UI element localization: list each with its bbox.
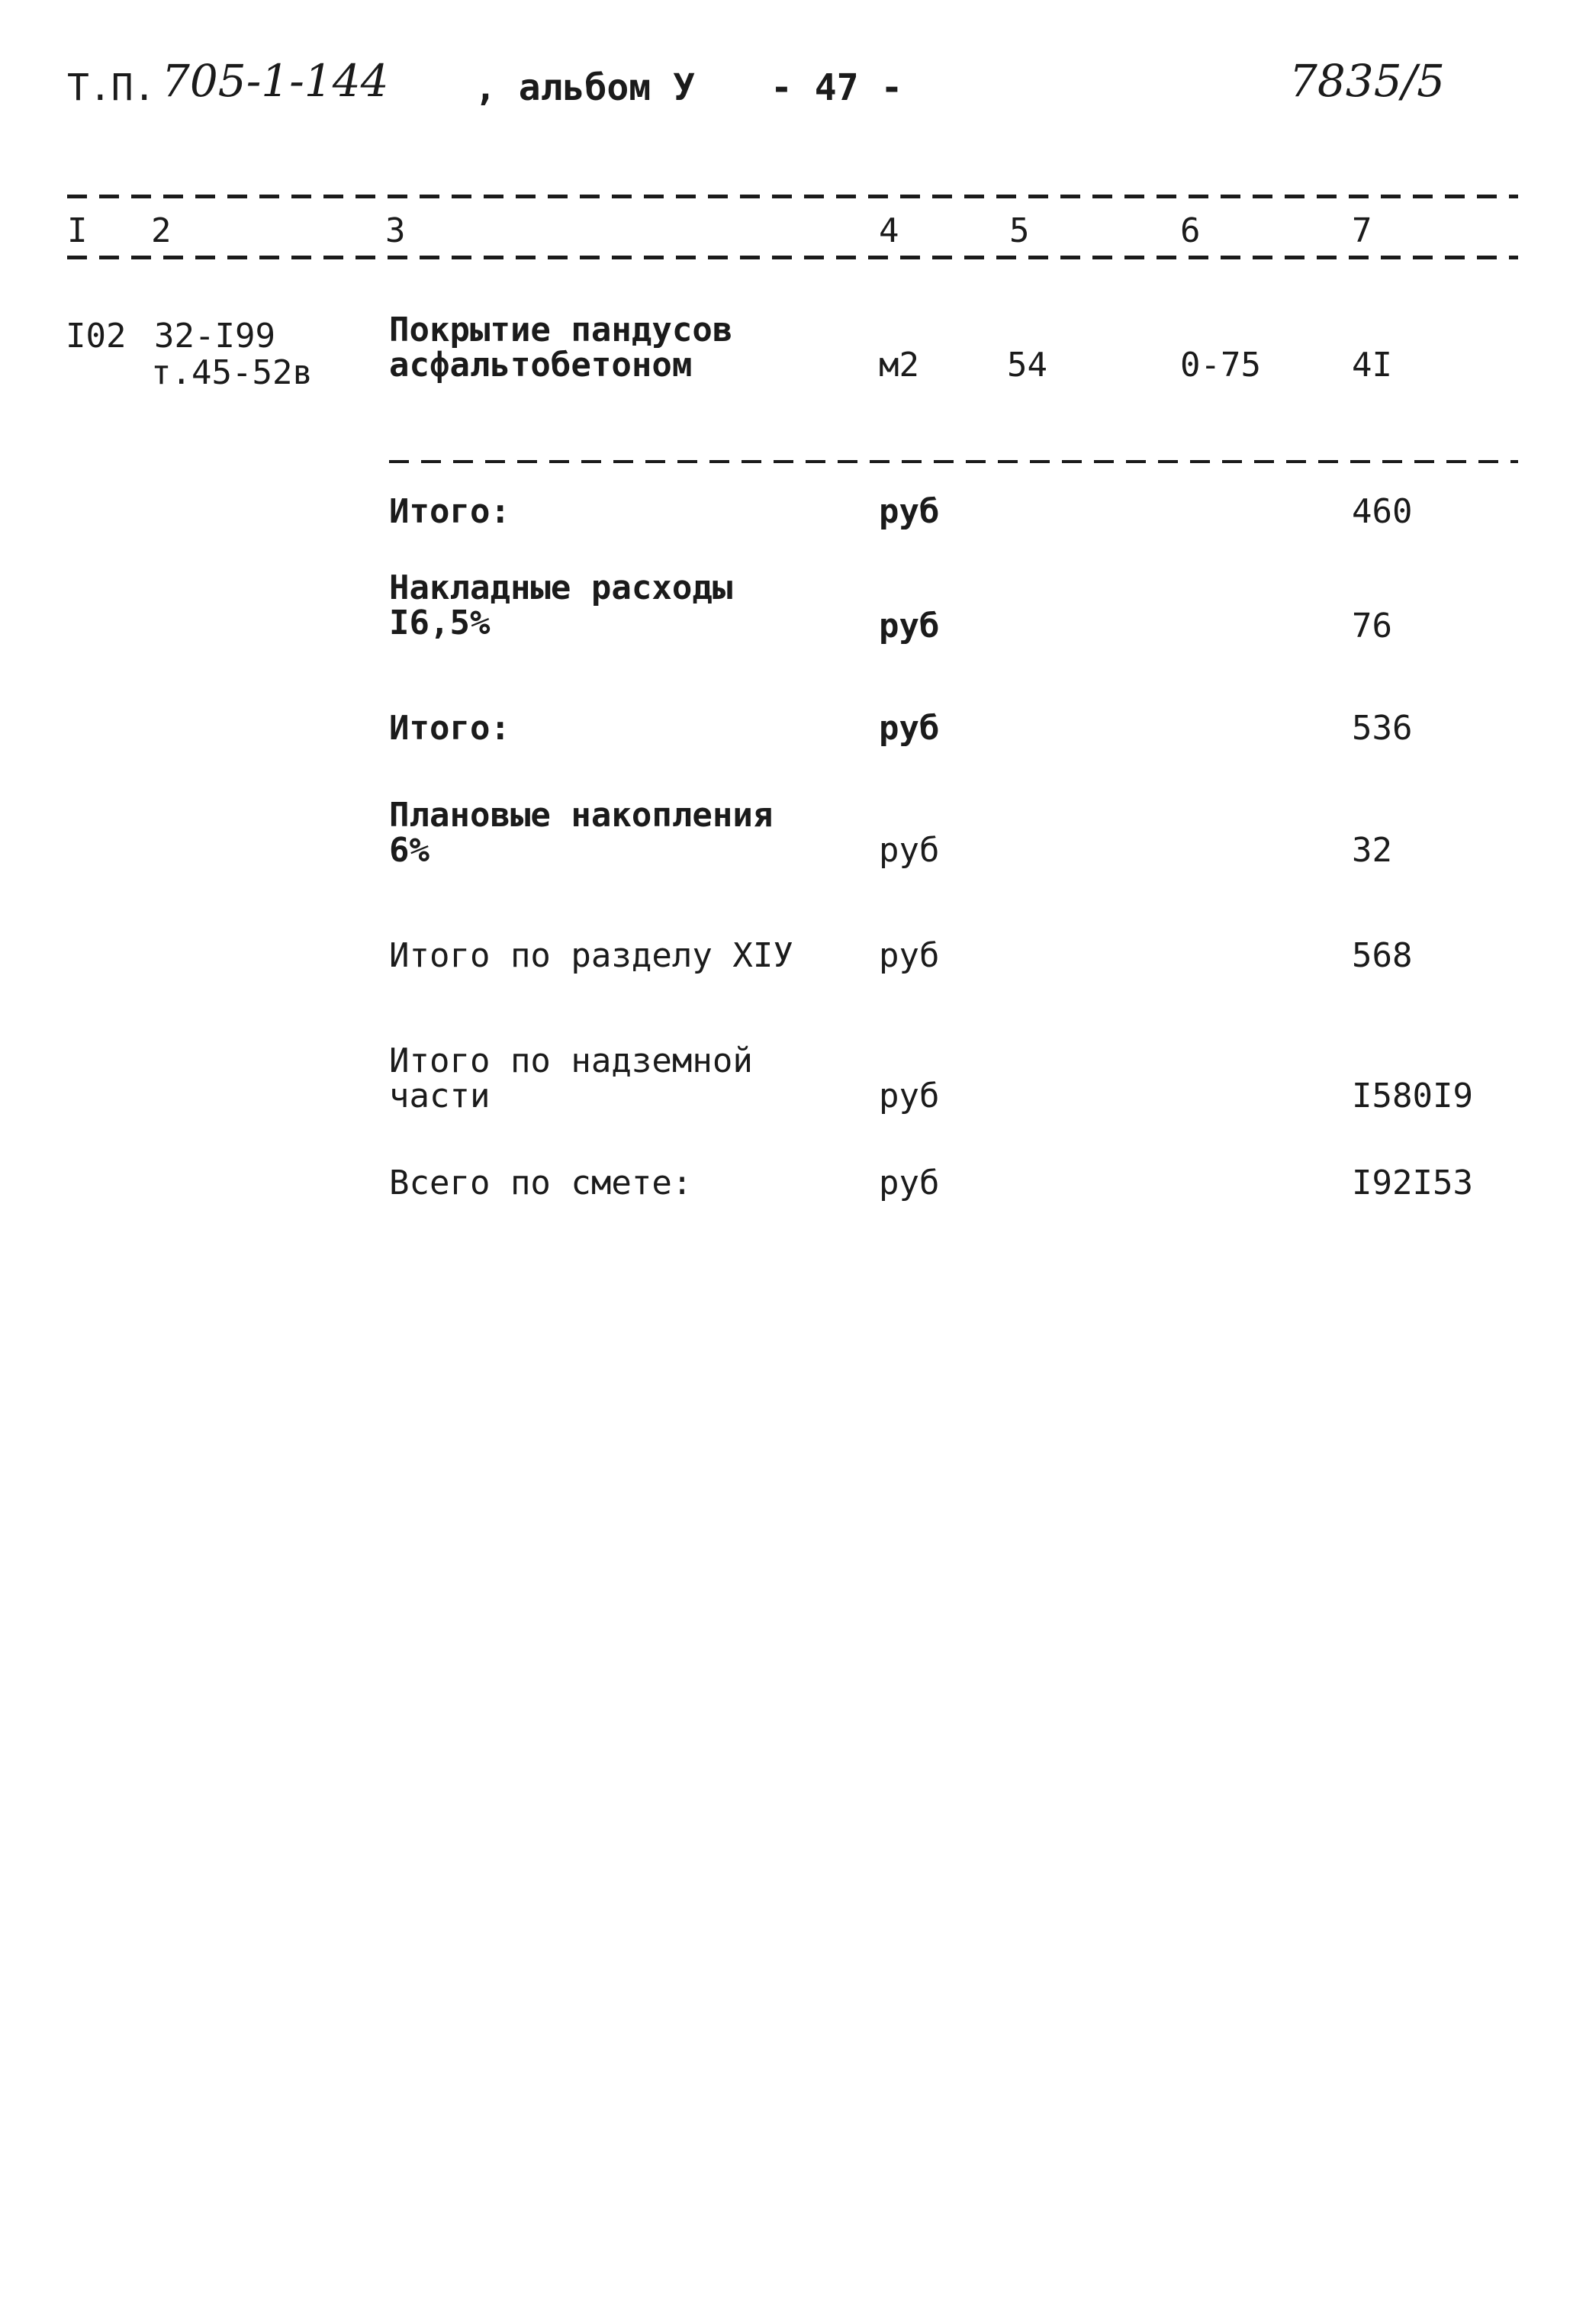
album-label: , альбом У xyxy=(475,66,695,109)
summary-label: Накладные расходы xyxy=(389,568,733,607)
row-number: I02 xyxy=(66,317,127,356)
summary-label: Плановые накопления xyxy=(389,796,774,835)
project-code: 705-1-144 xyxy=(162,55,389,107)
summary-unit: руб xyxy=(879,936,940,975)
column-2-label: 2 xyxy=(151,211,172,250)
doc-prefix: Т.П. xyxy=(67,66,156,109)
header-top-rule xyxy=(67,195,1518,198)
summary-label-line2: 6% xyxy=(389,831,429,870)
summary-value: 32 xyxy=(1352,831,1392,870)
row-ref-line2: т.45-52в xyxy=(151,353,313,392)
summary-label: Итого по надземной xyxy=(389,1041,753,1080)
summary-rule xyxy=(389,460,1518,463)
summary-value: I92I53 xyxy=(1352,1164,1473,1202)
column-6-label: 6 xyxy=(1180,211,1201,250)
summary-unit: руб xyxy=(879,1164,940,1202)
column-5-label: 5 xyxy=(1009,211,1030,250)
row-unit-price: 0-75 xyxy=(1180,346,1261,385)
summary-value: I580I9 xyxy=(1352,1077,1473,1115)
summary-unit: руб xyxy=(879,1077,940,1115)
column-4-label: 4 xyxy=(879,211,899,250)
summary-value: 76 xyxy=(1352,607,1392,645)
column-7-label: 7 xyxy=(1352,211,1372,250)
summary-unit: руб xyxy=(879,831,940,870)
summary-label: Итого: xyxy=(389,492,510,531)
summary-label: Итого по разделу XIУ xyxy=(389,936,793,975)
page-number: - 47 - xyxy=(770,66,903,109)
summary-unit: руб xyxy=(879,709,940,748)
header-bottom-rule xyxy=(67,256,1518,259)
summary-label: Итого: xyxy=(389,709,510,748)
column-1-label: I xyxy=(67,211,88,250)
row-unit: м2 xyxy=(879,346,919,385)
row-description-line2: асфальтобетоном xyxy=(389,346,693,385)
summary-value: 536 xyxy=(1352,709,1413,748)
column-3-label: 3 xyxy=(385,211,406,250)
summary-label-line2: части xyxy=(389,1077,491,1115)
row-quantity: 54 xyxy=(1007,346,1047,385)
summary-unit: руб xyxy=(879,492,940,531)
row-ref-line1: 32-I99 xyxy=(154,317,275,356)
summary-label: Всего по смете: xyxy=(389,1164,693,1202)
row-description-line1: Покрытие пандусов xyxy=(389,311,733,349)
summary-value: 460 xyxy=(1352,492,1413,531)
summary-label-line2: I6,5% xyxy=(389,604,491,642)
archive-number: 7835/5 xyxy=(1289,55,1446,107)
summary-unit: руб xyxy=(879,607,940,645)
row-total: 4I xyxy=(1352,346,1392,385)
summary-value: 568 xyxy=(1352,936,1413,975)
